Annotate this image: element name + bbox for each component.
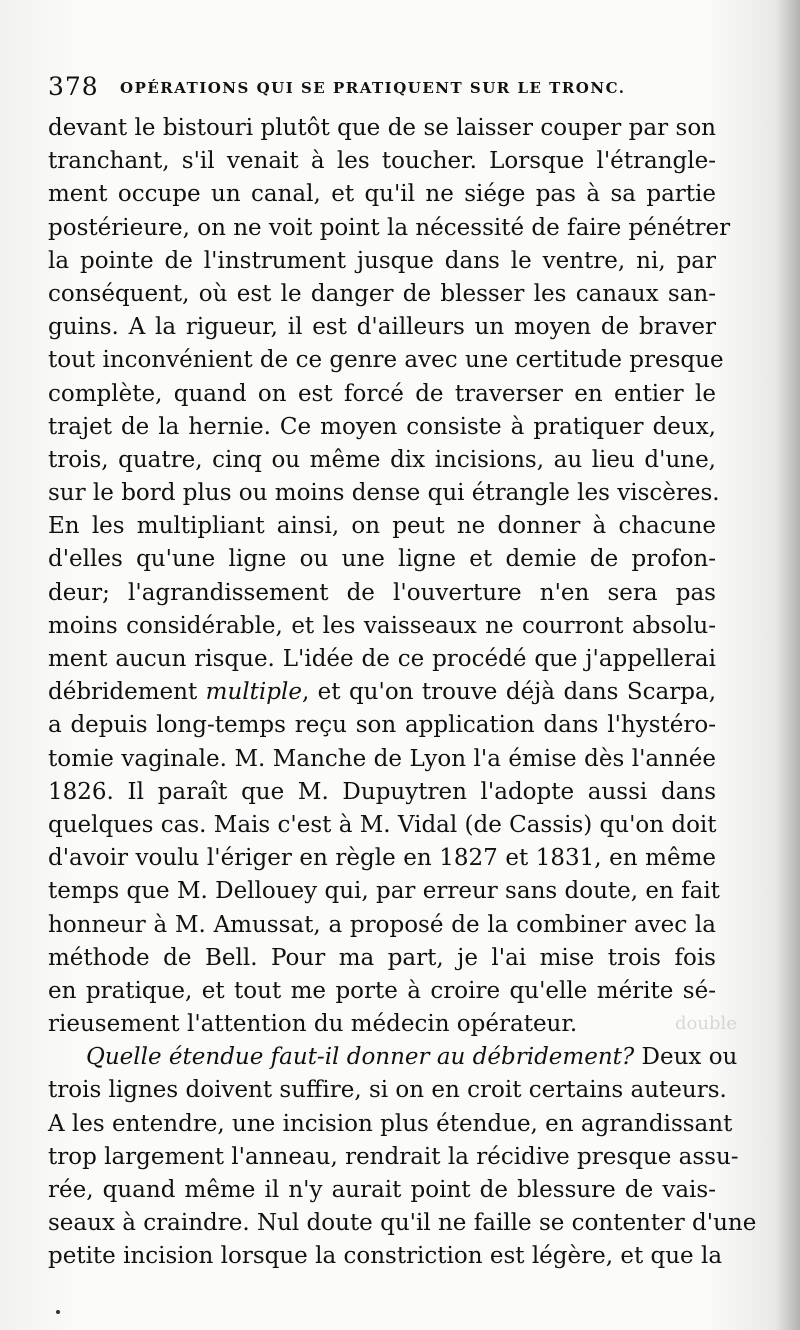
text-line-21: 1826. Il paraît que M. Dupuytren l'adopte aussi dans xyxy=(48,778,716,805)
text-line-14: d'elles qu'une ligne ou une ligne et demie de profon- xyxy=(48,546,716,573)
page-edge-shadow xyxy=(776,0,800,1330)
text-line-27: en pratique, et tout me porte à croire qu'elle mérite sé- xyxy=(48,977,716,1004)
text-line-1: devant le bistouri plutôt que de se laisser couper par son xyxy=(48,115,716,141)
text-line-31: A les entendre, une incision plus étendue, en agrandissant xyxy=(48,1110,733,1137)
text-line-32: trop largement l'anneau, rendrait la récidive presque assu- xyxy=(48,1143,739,1170)
text-line-11: trois, quatre, cinq ou même dix incisions, au lieu d'une, xyxy=(48,446,716,473)
text-line-4: postérieure, on ne voit point la nécessité de faire pénétrer xyxy=(48,214,731,241)
text-line-13: En les multipliant ainsi, on peut ne donner à chacune xyxy=(48,513,716,540)
text-line-26: méthode de Bell. Pour ma part, je l'ai mise trois fois xyxy=(48,944,716,971)
text-line-34: seaux à craindre. Nul doute qu'il ne faille se contenter d'une xyxy=(48,1210,757,1237)
text-line-24: temps que M. Dellouey qui, par erreur sans doute, en fait xyxy=(48,878,720,905)
text-line-5: la pointe de l'instrument jusque dans le ventre, ni, par xyxy=(48,247,716,274)
text-segment: Deux ou xyxy=(634,1044,738,1071)
italic-term: multiple xyxy=(205,679,302,706)
text-line-19: a depuis long-temps reçu son application dans l'hystéro- xyxy=(48,712,716,739)
text-line-23: d'avoir voulu l'ériger en règle en 1827 et 1831, en même xyxy=(48,845,716,872)
text-line-30: trois lignes doivent suffire, si on en croit certains auteurs. xyxy=(48,1077,727,1104)
text-line-29 xyxy=(48,1041,738,1074)
text-line-20: tomie vaginale. M. Manche de Lyon l'a émise dès l'année xyxy=(48,745,716,772)
text-line-15: deur; l'agrandissement de l'ouverture n'en sera pas xyxy=(48,579,716,606)
text-line-10: trajet de la hernie. Ce moyen consiste à pratiquer deux, xyxy=(48,413,716,440)
text-line-12: sur le bord plus ou moins dense qui étrangle les viscères. xyxy=(48,480,720,507)
text-line-18 xyxy=(48,676,716,709)
text-line-16: moins considérable, et les vaisseaux ne courront absolu- xyxy=(48,612,716,639)
text-line-6: conséquent, où est le danger de blesser les canaux san- xyxy=(48,280,716,307)
text-line-25: honneur à M. Amussat, a proposé de la combiner avec la xyxy=(48,911,716,938)
text-line-7: guins. A la rigueur, il est d'ailleurs un moyen de braver xyxy=(48,314,716,341)
text-segment: débridement xyxy=(48,679,206,706)
body-text xyxy=(48,112,757,1274)
text-line-33: rée, quand même il n'y aurait point de blessure de vais- xyxy=(48,1177,716,1203)
text-line-8: tout inconvénient de ce genre avec une certitude presque xyxy=(48,347,724,374)
page-header xyxy=(48,72,738,108)
running-head: OPÉRATIONS QUI SE PRATIQUENT SUR LE TRONC. xyxy=(120,79,626,97)
text-segment: , et qu'on trouve déjà dans Scarpa, xyxy=(301,679,717,706)
text-line-3: ment occupe un canal, et qu'il ne siége pas à sa partie xyxy=(48,181,716,208)
page-number: 378 xyxy=(48,72,99,101)
section-question: Quelle étendue faut-il donner au débridement? xyxy=(86,1044,635,1071)
page-speck xyxy=(56,1310,60,1314)
bleed-through-text: double xyxy=(675,1013,737,1034)
text-line-28: rieusement l'attention du médecin opérateur. xyxy=(48,1011,578,1038)
text-line-17: ment aucun risque. L'idée de ce procédé que j'appellerai xyxy=(48,646,716,672)
text-line-22: quelques cas. Mais c'est à M. Vidal (de Cassis) qu'on doit xyxy=(48,811,717,838)
text-line-35: petite incision lorsque la constriction est légère, et que la xyxy=(48,1243,723,1270)
text-line-2: tranchant, s'il venait à les toucher. Lorsque l'étrangle- xyxy=(48,148,716,175)
text-line-9: complète, quand on est forcé de traverser en entier le xyxy=(48,380,716,407)
